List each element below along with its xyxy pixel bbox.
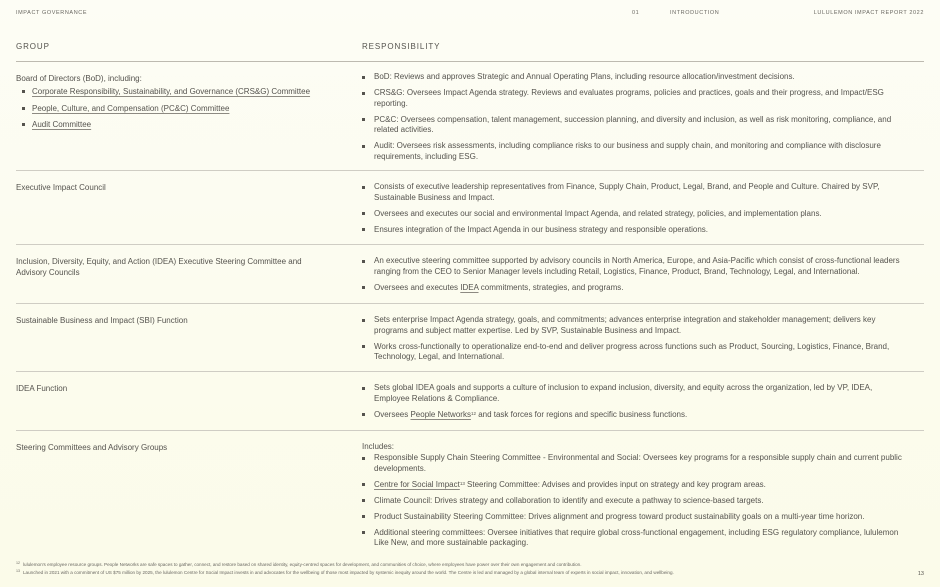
group-idea-steering-committee xyxy=(16,256,316,278)
row-divider xyxy=(16,244,924,245)
group-label: Board of Directors (BoD), including: xyxy=(16,74,142,83)
list-item: Responsible Supply Chain Steering Committee - Environmental and Social: Oversees key programs for a responsible supply chain and current public developments. xyxy=(362,453,907,474)
group-label: Executive Impact Council xyxy=(16,183,106,192)
group-idea-function xyxy=(16,383,336,394)
chapter-link[interactable]: INTRODUCTION xyxy=(670,10,720,16)
responsibility-column-header: RESPONSIBILITY xyxy=(362,42,441,51)
board-committee-list xyxy=(16,86,336,130)
footnote-number: 12 xyxy=(16,561,20,565)
responsibility-idea-function xyxy=(362,383,907,426)
list-item: CRS&G: Oversees Impact Agenda strategy. Reviews and evaluates programs, policies and practices, goals and their progress, and Impact/ESG reporting. xyxy=(362,88,907,109)
row-divider xyxy=(16,371,924,372)
list-item: PC&C: Oversees compensation, talent management, succession planning, and diversity and inclusion, as well as risk monitoring, compliance, and related activities. xyxy=(362,115,907,136)
row-divider xyxy=(16,430,924,431)
footnote-text: Launched in 2021 with a commitment of US $75 million by 2025, the lululemon Centre for Social Impact invests in and advocates for the wellbeing of those most impacted by systemic inequity around the world. The Centre is led and managed by a global internal team of experts in social impact, innovation, and wellbeing. xyxy=(23,569,674,575)
list-item: Ensures integration of the Impact Agenda in our business strategy and responsible operations. xyxy=(362,225,907,236)
group-sbi-function xyxy=(16,315,336,326)
list-item: Sets global IDEA goals and supports a culture of inclusion to expand inclusion, diversity, and equity across the organization, led by VP, IDEA, Employee Relations & Compliance. xyxy=(362,383,907,404)
list-item: Works cross-functionally to operationalize end-to-end and deliver progress across functions such as Product, Sourcing, Logistics, Finance, Brand, Technology, Legal, and International. xyxy=(362,342,907,363)
sublist-item xyxy=(22,119,336,130)
people-networks-link[interactable]: People Networks xyxy=(410,409,471,419)
responsibility-sbi-function xyxy=(362,315,907,368)
footnote-text: lululemon's employee resource groups. People Networks are safe spaces to gather, connect, and restore based on shared identity, equity-centred spaces for development, and communities of choice, where employees have power over their own engagement and contribution. xyxy=(23,562,582,567)
footnote-ref: 13 xyxy=(459,480,465,486)
report-title: LULULEMON IMPACT REPORT 2022 xyxy=(813,10,924,16)
group-label: Sustainable Business and Impact (SBI) Function xyxy=(16,316,188,325)
row-divider xyxy=(16,170,924,171)
group-label: Steering Committees and Advisory Groups xyxy=(16,443,168,452)
list-item: Consists of executive leadership representatives from Finance, Supply Chain, Product, Legal, Brand, and People and Culture. Chaired by SVP, Sustainable Business and Impact. xyxy=(362,182,907,203)
item-text: Oversees xyxy=(374,409,411,419)
list-item xyxy=(362,480,907,491)
responsibility-executive-impact-council xyxy=(362,182,907,241)
sublist-item xyxy=(22,103,336,114)
responsibility-board xyxy=(362,72,907,168)
pcc-committee-link[interactable]: People, Culture, and Compensation (PC&C) Committee xyxy=(32,103,230,113)
audit-committee-link[interactable]: Audit Committee xyxy=(32,120,92,129)
item-text: Oversees and executes xyxy=(374,282,461,292)
footnote xyxy=(16,561,896,569)
group-board xyxy=(16,73,336,136)
header-divider xyxy=(16,61,924,62)
group-steering-committees xyxy=(16,442,336,453)
item-text: commitments, strategies, and programs. xyxy=(478,282,624,292)
footnotes xyxy=(16,561,896,576)
list-item: Oversees and executes our social and environmental Impact Agenda, and related strategy, policies, and implementation plans. xyxy=(362,209,907,220)
centre-for-social-impact-link[interactable]: Centre for Social Impact xyxy=(374,479,460,489)
group-column-header: GROUP xyxy=(16,42,50,51)
list-item: Climate Council: Drives strategy and collaboration to identify and execute a pathway to science-based targets. xyxy=(362,496,907,507)
list-item: Sets enterprise Impact Agenda strategy, goals, and commitments; advances enterprise integration and stakeholder management; delivers key programs and subject matter expertise. Led by SVP, Sustainable Business and Impact. xyxy=(362,315,907,336)
page-number: 13 xyxy=(917,571,924,577)
group-label: Inclusion, Diversity, Equity, and Action (IDEA) Executive Steering Committee and Advisory Councils xyxy=(16,257,302,277)
list-item: BoD: Reviews and approves Strategic and Annual Operating Plans, including resource allocation/investment decisions. xyxy=(362,72,907,83)
crsg-committee-link[interactable]: Corporate Responsibility, Sustainability, and Governance (CRS&G) Committee xyxy=(32,87,311,96)
group-label: IDEA Function xyxy=(16,384,68,393)
item-text: Steering Committee: Advises and provides input on strategy and key program areas. xyxy=(464,479,766,489)
list-item: Additional steering committees: Oversee initiatives that require global cross-functional engagement, including ESG regulatory compliance, lululemon Like New, and more sustainable packaging. xyxy=(362,528,907,549)
list-item xyxy=(362,283,907,294)
list-item: Audit: Oversees risk assessments, including compliance risks to our business and supply chain, and monitoring and compliance with disclosure requirements, including ESG. xyxy=(362,141,907,162)
includes-label: Includes: xyxy=(362,442,395,451)
responsibility-idea-steering-committee xyxy=(362,256,907,299)
item-text: and task forces for regions and specific business functions. xyxy=(475,409,688,419)
group-executive-impact-council xyxy=(16,182,336,193)
list-item xyxy=(362,410,907,421)
responsibility-steering-committees xyxy=(362,442,907,554)
section-title: IMPACT GOVERNANCE xyxy=(16,10,88,16)
footnote-number: 13 xyxy=(16,568,20,573)
footnote xyxy=(16,569,896,577)
page-ref: 01 xyxy=(632,10,640,16)
idea-link[interactable]: IDEA xyxy=(460,282,479,292)
sublist-item xyxy=(22,86,336,97)
list-item: Product Sustainability Steering Committee: Drives alignment and progress toward product sustainability goals on a multi-year time horizon. xyxy=(362,512,907,523)
list-item: An executive steering committee supported by advisory councils in North America, Europe, and Asia-Pacific which consist of cross-functional leaders ranging from the CEO to Senior Manager levels including Retail, Logistics, Finance, Product, Brand, Technology, Legal, and International. xyxy=(362,256,907,277)
top-bar xyxy=(16,10,924,20)
footnote-ref: 12 xyxy=(470,410,476,416)
row-divider xyxy=(16,303,924,304)
